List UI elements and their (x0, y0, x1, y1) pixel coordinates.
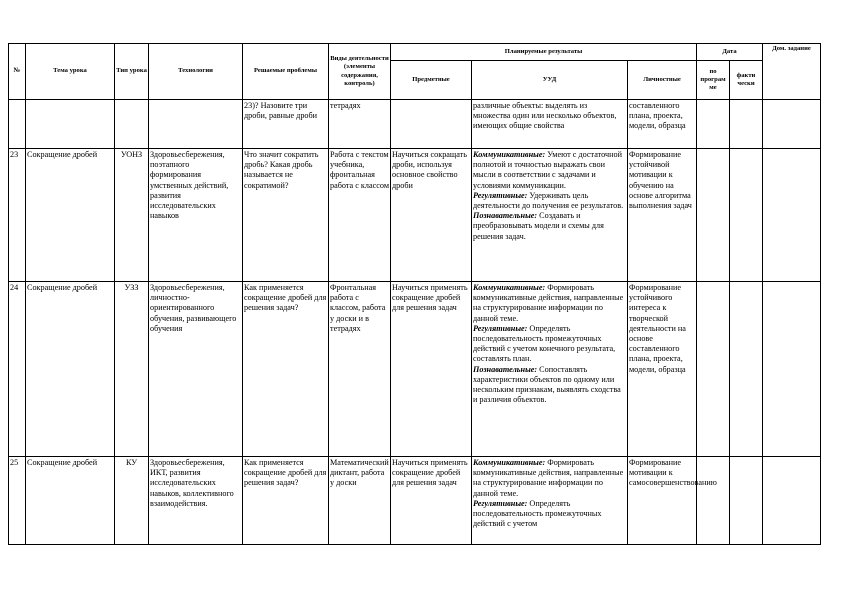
header-activities: Виды деятельности (элементы содержания, контроль) (329, 44, 391, 100)
cell-homework (763, 100, 821, 149)
header-uud: УУД (472, 61, 628, 100)
header-date-plan: по програм ме (697, 61, 730, 100)
cell-personal: составленного плана, проекта, модели, образца (628, 100, 697, 149)
uud-label: Коммуникативные: (473, 458, 546, 467)
header-date-fact: факти чески (730, 61, 763, 100)
uud-text: Определять последовательность промежуточных действий с учетом конечного результата, составлять план. (473, 323, 616, 364)
cell-topic: Сокращение дробей (26, 149, 115, 282)
uud-text: Создавать и преобразовывать модели и схемы для решения задач. (473, 211, 604, 241)
uud-text: Удерживать цель деятельности до получения ее результатов. (473, 190, 624, 211)
table-row (9, 282, 821, 457)
uud-item (473, 458, 623, 498)
cell-subject: Научиться применять сокращение дробей для решения задач (391, 457, 472, 545)
cell-type (115, 100, 149, 149)
header-tech: Технологии (149, 44, 243, 100)
cell-problems: Что значит сократить дробь? Какая дробь называется не сократимой? (243, 149, 329, 282)
cell-personal: Формирование устойчивой мотивации к обучению на основе алгоритма выполнения задач (628, 149, 697, 282)
cell-subject: Научиться применять сокращение дробей для решения задач (391, 282, 472, 457)
cell-date-fact (730, 282, 763, 457)
cell-activities: Математический диктант, работа у доски (329, 457, 391, 545)
cell-date-fact (730, 149, 763, 282)
cell-personal: Формирование мотивации к самосовершенствованию (628, 457, 697, 545)
cell-num (9, 100, 26, 149)
cell-type: УЗЗ (115, 282, 149, 457)
cell-homework (763, 149, 821, 282)
cell-tech: Здоровьесбережения, личностно-ориентированного обучения, развивающего обучения (149, 282, 243, 457)
header-num: № (9, 44, 26, 100)
cell-type: КУ (115, 457, 149, 545)
uud-item (473, 191, 623, 210)
uud-item (473, 324, 615, 364)
uud-item (473, 499, 602, 528)
cell-subject: Научиться сокращать дроби, используя основное свойство дроби (391, 149, 472, 282)
cell-date-plan (697, 100, 730, 149)
header-subject: Предметные (391, 61, 472, 100)
uud-label: Познавательные: (473, 211, 538, 221)
header-planned-results: Планируемые результаты (391, 44, 697, 61)
cell-problems: 23)? Назовите три дроби, равные дроби (243, 100, 329, 149)
cell-uud (472, 282, 628, 457)
uud-label: Регулятивные: (473, 323, 528, 333)
cell-uud (472, 149, 628, 282)
cell-tech (149, 100, 243, 149)
cell-subject (391, 100, 472, 149)
cell-homework (763, 457, 821, 545)
uud-text: Умеют с достаточной полнотой и точностью выражать свои мысли в соответствии с задачами и условиями коммуникации. (473, 150, 622, 190)
uud-text: Формировать коммуникативные действия, направленные на структурирование информации по данной теме. (473, 458, 624, 498)
cell-num: 23 (9, 149, 26, 282)
lesson-plan-table (8, 43, 821, 545)
cell-tech: Здоровьесбережения, ИКТ, развития исследовательских навыков, коллективного взаимодействия. (149, 457, 243, 545)
cell-problems: Как применяется сокращение дробей для решения задач? (243, 457, 329, 545)
uud-label: Коммуникативные: (473, 283, 546, 292)
cell-activities: Фронтальная работа с классом, работа у доски и в тетрадях (329, 282, 391, 457)
header-type: Тип урока (115, 44, 149, 100)
cell-tech: Здоровьесбережения, поэтапного формирования умственных действий, развития исследовательских навыков (149, 149, 243, 282)
table-row-continuation (9, 100, 821, 149)
header-personal: Личностные (628, 61, 697, 100)
uud-text: Определять последовательность промежуточных действий с учетом (473, 498, 602, 529)
uud-label: Коммуникативные: (473, 150, 546, 159)
cell-problems: Как применяется сокращение дробей для решения задач? (243, 282, 329, 457)
cell-uud: различные объекты: выделять из множества один или несколько объектов, имеющих общие свойства (472, 100, 628, 149)
cell-uud (472, 457, 628, 545)
cell-date-fact (730, 457, 763, 545)
cell-date-plan (697, 282, 730, 457)
cell-activities: Работа с текстом учебника, фронтальная работа с классом (329, 149, 391, 282)
uud-text: Сопоставлять характеристики объектов по одному или нескольким признакам, выявлять сходства и различия объектов. (473, 364, 621, 405)
cell-num: 24 (9, 282, 26, 457)
header-date: Дата (697, 44, 763, 61)
uud-label: Регулятивные: (473, 498, 528, 508)
cell-date-fact (730, 100, 763, 149)
cell-personal: Формирование устойчивого интереса к творческой деятельности на основе составленного плана, проекта, модели, образца (628, 282, 697, 457)
cell-topic: Сокращение дробей (26, 457, 115, 545)
cell-topic (26, 100, 115, 149)
table-row (9, 457, 821, 545)
uud-item (473, 283, 623, 323)
table-row (9, 149, 821, 282)
uud-text: Формировать коммуникативные действия, направленные на структурирование информации по данной теме. (473, 283, 624, 323)
uud-label: Регулятивные: (473, 190, 528, 200)
cell-num: 25 (9, 457, 26, 545)
uud-label: Познавательные: (473, 364, 538, 374)
cell-activities: тетрадях (329, 100, 391, 149)
cell-date-plan (697, 457, 730, 545)
cell-homework (763, 282, 821, 457)
uud-item (473, 365, 621, 405)
cell-type: УОНЗ (115, 149, 149, 282)
cell-topic: Сокращение дробей (26, 282, 115, 457)
uud-item (473, 150, 622, 190)
cell-date-plan (697, 149, 730, 282)
uud-item (473, 211, 604, 240)
header-homework: Дом. задание (763, 44, 821, 100)
header-problems: Решаемые проблемы (243, 44, 329, 100)
header-topic: Тема урока (26, 44, 115, 100)
